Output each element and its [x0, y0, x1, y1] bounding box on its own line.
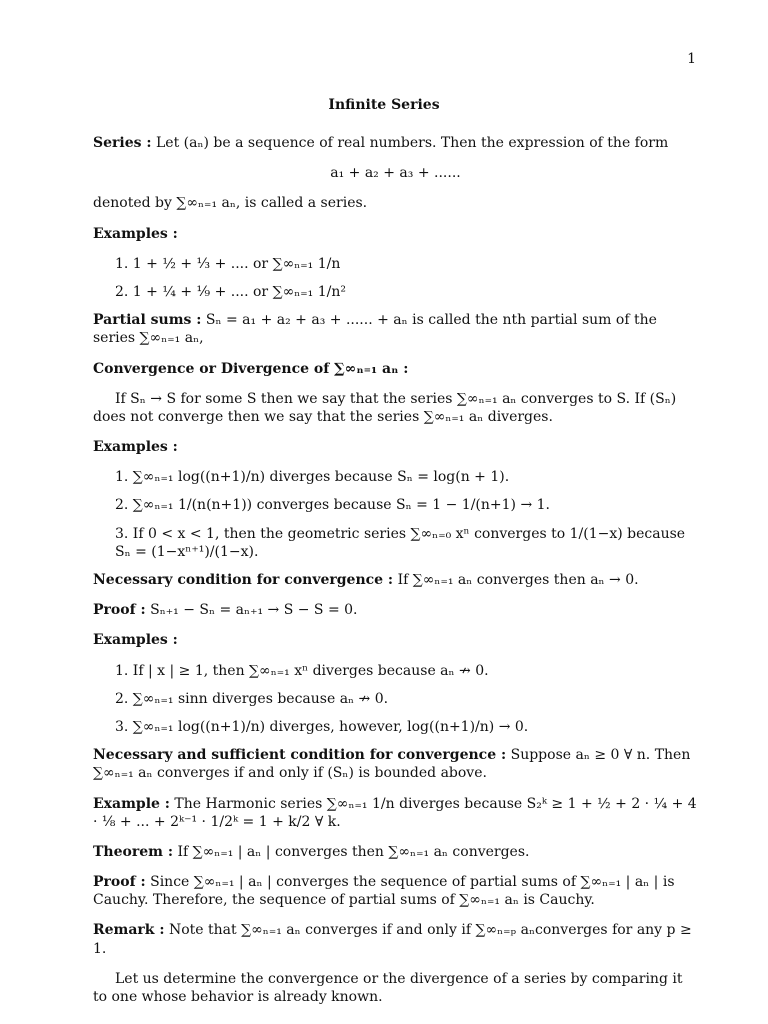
proof-text: Since ∑∞ₙ₌₁ | aₙ | converges the sequence of partial sums of ∑∞ₙ₌₁ | aₙ | is Cauchy. Therefore, the sequence of partial sums of ∑∞ₙ₌₁ aₙ is Cauchy.: [93, 874, 675, 909]
proof-label: Proof :: [93, 602, 146, 619]
necessary-condition: [93, 571, 698, 589]
necessary-text: If ∑∞ₙ₌₁ aₙ converges then aₙ → 0.: [397, 572, 639, 588]
nec-suff-text: Suppose aₙ ≥ 0 ∀ n. Then ∑∞ₙ₌₁ aₙ converges if and only if (Sₙ) is bounded above.: [93, 747, 691, 782]
series-expression: a₁ + a₂ + a₃ + ......: [330, 165, 461, 182]
list-item: 2. 1 + ¼ + ⅑ + .... or ∑∞ₙ₌₁ 1/n²: [115, 283, 346, 300]
examples-label: Examples :: [93, 439, 178, 456]
examples-heading-1: [93, 225, 698, 243]
remark-label: Remark :: [93, 922, 165, 939]
partial-sums-text: Sₙ = a₁ + a₂ + a₃ + ...... + aₙ is called the nth partial sum of the series ∑∞ₙ₌₁ aₙ,: [93, 312, 657, 347]
proof-label: Proof :: [93, 874, 146, 891]
series-denoted: denoted by ∑∞ₙ₌₁ aₙ, is called a series.: [93, 195, 368, 212]
examples-label: Examples :: [93, 225, 178, 242]
examples-heading-2: [93, 438, 698, 456]
examples-heading-3: [93, 631, 698, 649]
example-label: Example :: [93, 795, 170, 812]
document-body: [93, 134, 698, 1018]
list-item: 3. If 0 < x < 1, then the geometric series ∑∞ₙ₌₀ xⁿ converges to 1/(1−x) because Sₙ = (1−xⁿ⁺¹)/(1−x).: [115, 525, 686, 560]
remark: [93, 921, 698, 957]
list-item: 2. ∑∞ₙ₌₁ 1/(n(n+1)) converges because Sₙ = 1 − 1/(n+1) → 1.: [115, 497, 550, 514]
examples-label: Examples :: [93, 632, 178, 649]
page-number: 1: [687, 51, 696, 67]
theorem: [93, 843, 698, 861]
theorem-text: If ∑∞ₙ₌₁ | aₙ | converges then ∑∞ₙ₌₁ aₙ converges.: [177, 843, 530, 860]
convergence-heading-text: Convergence or Divergence of ∑∞ₙ₌₁ aₙ :: [93, 360, 409, 377]
examples-list-1: [93, 255, 698, 301]
series-definition: [93, 134, 698, 152]
theorem-label: Theorem :: [93, 843, 173, 860]
series-text: Let (aₙ) be a sequence of real numbers. Then the expression of the form: [156, 135, 669, 151]
page-title: Infinite Series: [328, 97, 440, 113]
examples-list-2: [93, 468, 698, 561]
partial-sums-label: Partial sums :: [93, 312, 202, 329]
convergence-heading: [93, 360, 698, 378]
proof-1: [93, 601, 698, 619]
necessary-label: Necessary condition for convergence :: [93, 572, 394, 588]
necessary-sufficient-condition: [93, 746, 698, 782]
nec-suff-label: Necessary and sufficient condition for convergence :: [93, 747, 507, 764]
list-item: 1. If | x | ≥ 1, then ∑∞ₙ₌₁ xⁿ diverges because aₙ ↛ 0.: [115, 662, 489, 679]
list-item: 2. ∑∞ₙ₌₁ sinn diverges because aₙ ↛ 0.: [115, 690, 389, 707]
list-item: 3. ∑∞ₙ₌₁ log((n+1)/n) diverges, however, log((n+1)/n) → 0.: [115, 718, 529, 735]
series-label: Series :: [93, 135, 152, 151]
partial-sums: [93, 311, 698, 347]
proof-text: Sₙ₊₁ − Sₙ = aₙ₊₁ → S − S = 0.: [150, 602, 358, 619]
proof-2: [93, 873, 698, 909]
examples-list-3: [93, 662, 698, 737]
harmonic-text: The Harmonic series ∑∞ₙ₌₁ 1/n diverges because S₂ᵏ ≥ 1 + ½ + 2 · ¼ + 4 · ⅛ + ... + 2ᵏ⁻¹ · 1/2ᵏ = 1 + k/2 ∀ k.: [93, 795, 697, 830]
closing-paragraph: Let us determine the convergence or the divergence of a series by comparing it to one whose behavior is already known.: [93, 970, 683, 1005]
convergence-text: If Sₙ → S for some S then we say that the series ∑∞ₙ₌₁ aₙ converges to S. If (Sₙ) does not converge then we say that the series ∑∞ₙ₌₁ aₙ diverges.: [93, 390, 677, 425]
remark-text: Note that ∑∞ₙ₌₁ aₙ converges if and only if ∑∞ₙ₌ₚ aₙconverges for any p ≥ 1.: [93, 922, 692, 957]
harmonic-example: [93, 795, 698, 831]
list-item: 1. ∑∞ₙ₌₁ log((n+1)/n) diverges because Sₙ = log(n + 1).: [115, 469, 510, 486]
list-item: 1. 1 + ½ + ⅓ + .... or ∑∞ₙ₌₁ 1/n: [115, 255, 341, 272]
